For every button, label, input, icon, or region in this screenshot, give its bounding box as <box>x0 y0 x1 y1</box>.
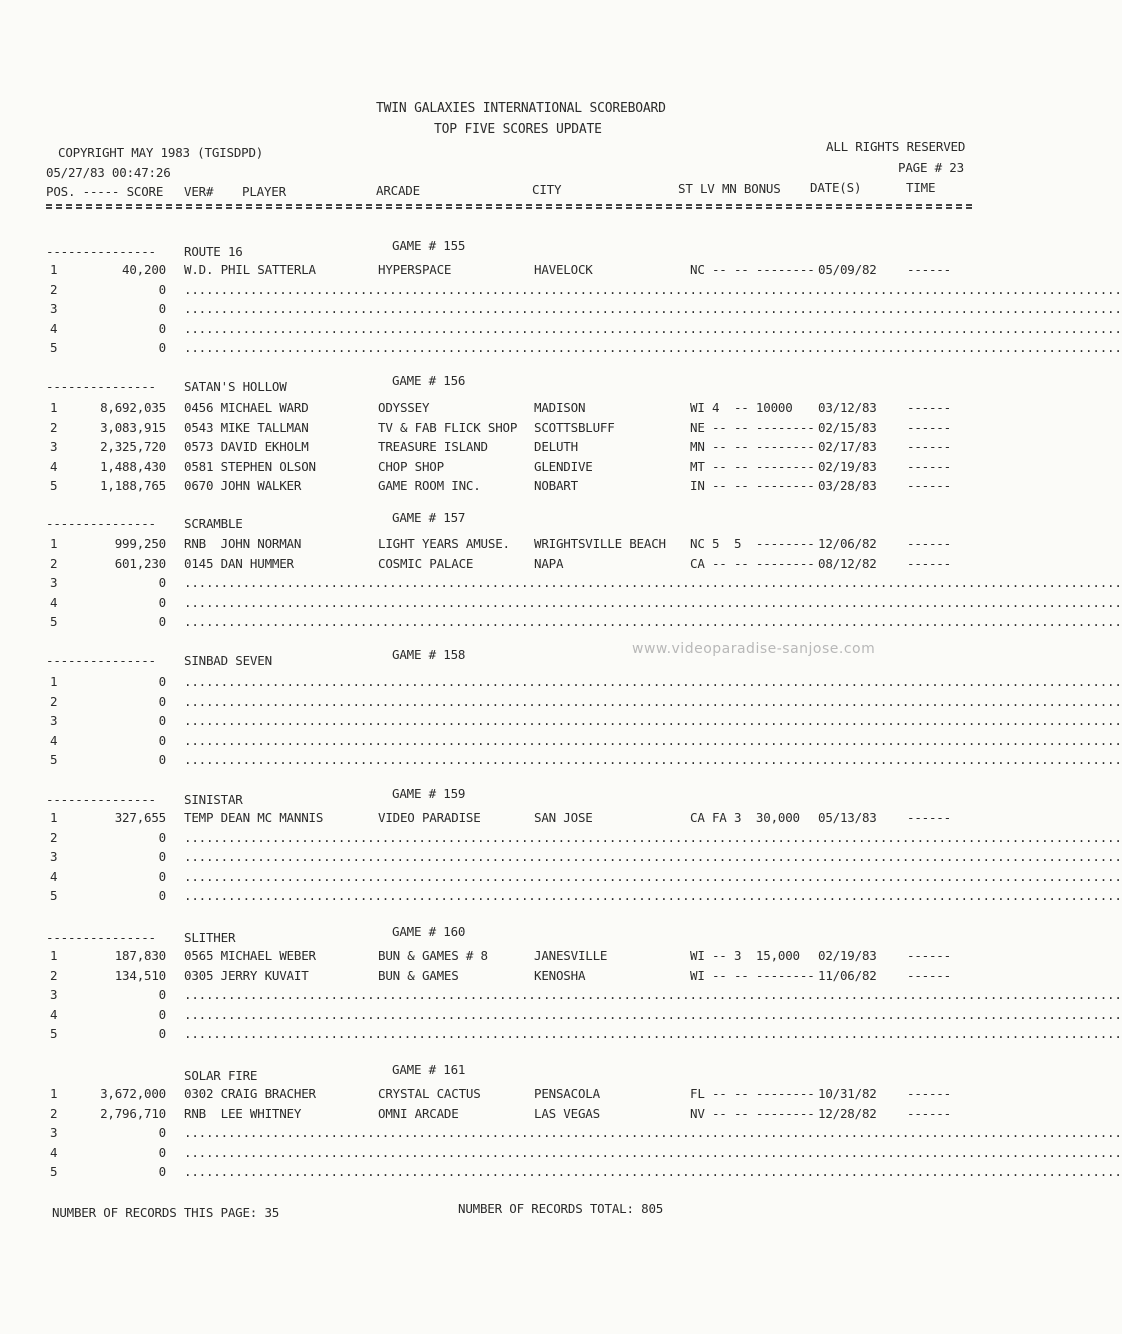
score-row <box>0 479 1000 498</box>
city-name: MADISON <box>534 400 586 415</box>
score-value: 0 <box>158 1144 166 1160</box>
score-value: 327,655 <box>114 810 166 825</box>
score-row <box>0 1164 1122 1184</box>
empty-entry-leader: ................................................................................................................................ <box>184 674 1122 689</box>
score-value: 3,672,000 <box>100 1086 166 1101</box>
score-value: 0 <box>158 693 166 709</box>
score-value: 0 <box>158 888 166 903</box>
score-date: 11/06/82 <box>818 967 877 983</box>
game-name: SOLAR FIRE <box>184 1068 258 1083</box>
game-number: GAME # 156 <box>392 373 466 388</box>
game-section <box>0 786 1122 928</box>
empty-entry-leader: ................................................................................................................................ <box>184 732 1122 748</box>
city-name: NOBART <box>534 478 578 493</box>
game-number: GAME # 159 <box>392 786 466 801</box>
score-value: 0 <box>158 752 166 767</box>
player-name: 0581 STEPHEN OLSON <box>184 458 316 474</box>
state-level-bonus: CA -- -- -------- <box>690 555 815 571</box>
rank-position: 2 <box>50 555 58 571</box>
empty-entry-leader: ................................................................................................................................ <box>184 301 1122 316</box>
score-value: 3,083,915 <box>100 419 166 435</box>
arcade-name: LIGHT YEARS AMUSE. <box>378 536 510 551</box>
rank-position: 4 <box>50 1144 58 1160</box>
rank-position: 5 <box>50 340 58 355</box>
rank-position: 4 <box>50 1006 58 1022</box>
score-row <box>0 732 1122 753</box>
score-value: 601,230 <box>114 555 166 571</box>
header-divider-second <box>46 207 972 209</box>
rank-position: 1 <box>50 400 58 415</box>
score-row <box>0 811 1000 830</box>
page-number: PAGE # 23 <box>898 160 964 175</box>
score-time: ------ <box>907 1105 951 1121</box>
score-row <box>0 829 1122 850</box>
score-date: 10/31/82 <box>818 1086 877 1101</box>
arcade-name: VIDEO PARADISE <box>378 810 481 825</box>
rank-position: 3 <box>50 987 58 1002</box>
score-row <box>0 752 1122 772</box>
score-date: 02/19/83 <box>818 948 877 963</box>
score-value: 2,796,710 <box>100 1105 166 1121</box>
score-time: ------ <box>907 555 951 571</box>
score-value: 0 <box>158 594 166 610</box>
city-name: HAVELOCK <box>534 262 593 277</box>
copyright-notice: COPYRIGHT MAY 1983 (TGISDPD) <box>58 145 264 160</box>
score-value: 0 <box>158 340 166 355</box>
score-value: 0 <box>158 575 166 590</box>
score-date: 03/12/83 <box>818 400 877 415</box>
state-level-bonus: CA FA 3 30,000 <box>690 810 800 825</box>
score-value: 0 <box>158 849 166 864</box>
state-level-bonus: WI -- -- -------- <box>690 967 815 983</box>
empty-entry-leader: ................................................................................................................................ <box>184 752 1122 767</box>
game-name: SATAN'S HOLLOW <box>184 379 287 394</box>
score-value: 0 <box>158 1125 166 1140</box>
column-header-st-lv-mn-bonus: ST LV MN BONUS <box>678 181 781 196</box>
rank-position: 1 <box>50 674 58 689</box>
score-time: ------ <box>907 262 951 277</box>
arcade-name: BUN & GAMES <box>378 967 459 983</box>
score-time: ------ <box>907 439 951 454</box>
score-value: 0 <box>158 1006 166 1022</box>
score-time: ------ <box>907 458 951 474</box>
score-value: 0 <box>158 1026 166 1041</box>
city-name: GLENDIVE <box>534 458 593 474</box>
player-name: 0145 DAN HUMMER <box>184 555 294 571</box>
game-section <box>0 510 1122 652</box>
score-time: ------ <box>907 419 951 435</box>
watermark: www.videoparadise-sanjose.com <box>632 641 876 657</box>
arcade-name: ODYSSEY <box>378 400 430 415</box>
score-time: ------ <box>907 967 951 983</box>
empty-entry-leader: ................................................................................................................................ <box>184 1125 1122 1140</box>
empty-entry-leader: ................................................................................................................................ <box>184 614 1122 629</box>
column-header-ver: VER# <box>184 184 214 199</box>
game-section <box>0 238 1122 380</box>
state-level-bonus: WI 4 -- 10000 <box>690 400 793 415</box>
empty-entry-leader: ................................................................................................................................ <box>184 1144 1122 1160</box>
empty-entry-leader: ................................................................................................................................ <box>184 1006 1122 1022</box>
empty-entry-leader: ................................................................................................................................ <box>184 987 1122 1002</box>
score-time: ------ <box>907 400 951 415</box>
rank-position: 2 <box>50 281 58 297</box>
player-name: RNB JOHN NORMAN <box>184 536 302 551</box>
rank-position: 3 <box>50 439 58 454</box>
state-level-bonus: WI -- 3 15,000 <box>690 948 800 963</box>
score-value: 2,325,720 <box>100 439 166 454</box>
score-row <box>0 281 1122 302</box>
score-row <box>0 888 1122 908</box>
score-row <box>0 301 1122 321</box>
rank-position: 1 <box>50 810 58 825</box>
state-level-bonus: MN -- -- -------- <box>690 439 815 454</box>
rank-position: 4 <box>50 732 58 748</box>
arcade-name: TREASURE ISLAND <box>378 439 488 454</box>
score-row <box>0 1026 1122 1046</box>
score-value: 0 <box>158 713 166 728</box>
score-value: 1,488,430 <box>100 458 166 474</box>
score-row <box>0 674 1122 694</box>
game-separator: --------------- <box>46 516 156 531</box>
rank-position: 3 <box>50 301 58 316</box>
player-name: 0456 MICHAEL WARD <box>184 400 309 415</box>
records-this-page: NUMBER OF RECORDS THIS PAGE: 35 <box>52 1205 280 1220</box>
score-row <box>0 440 1000 459</box>
rank-position: 2 <box>50 419 58 435</box>
score-date: 02/17/83 <box>818 439 877 454</box>
score-row <box>0 537 1000 556</box>
empty-entry-leader: ................................................................................................................................ <box>184 575 1122 590</box>
game-number: GAME # 158 <box>392 647 466 662</box>
score-date: 03/28/83 <box>818 478 877 493</box>
rank-position: 4 <box>50 868 58 884</box>
arcade-name: OMNI ARCADE <box>378 1105 459 1121</box>
rank-position: 5 <box>50 752 58 767</box>
rank-position: 2 <box>50 1105 58 1121</box>
score-value: 134,510 <box>114 967 166 983</box>
rank-position: 3 <box>50 849 58 864</box>
empty-entry-leader: ................................................................................................................................ <box>184 320 1122 336</box>
score-date: 12/06/82 <box>818 536 877 551</box>
game-separator: --------------- <box>46 792 156 807</box>
score-value: 999,250 <box>114 536 166 551</box>
score-row <box>0 1107 1000 1126</box>
game-name: SCRAMBLE <box>184 516 243 531</box>
score-value: 187,830 <box>114 948 166 963</box>
score-time: ------ <box>907 948 951 963</box>
column-header-pos-score: POS. ----- SCORE <box>46 184 164 199</box>
rank-position: 2 <box>50 967 58 983</box>
score-row <box>0 949 1000 968</box>
city-name: KENOSHA <box>534 967 586 983</box>
empty-entry-leader: ................................................................................................................................ <box>184 1164 1122 1179</box>
column-header-city: CITY <box>532 182 562 197</box>
rank-position: 4 <box>50 320 58 336</box>
game-number: GAME # 160 <box>392 924 466 939</box>
score-row <box>0 320 1122 341</box>
game-name: SINBAD SEVEN <box>184 653 272 668</box>
empty-entry-leader: ................................................................................................................................ <box>184 849 1122 864</box>
rank-position: 3 <box>50 1125 58 1140</box>
score-date: 05/09/82 <box>818 262 877 277</box>
score-value: 0 <box>158 614 166 629</box>
score-row <box>0 557 1000 576</box>
rank-position: 1 <box>50 948 58 963</box>
player-name: 0305 JERRY KUVAIT <box>184 967 309 983</box>
game-number: GAME # 161 <box>392 1062 466 1077</box>
score-time: ------ <box>907 478 951 493</box>
score-row <box>0 713 1122 733</box>
score-value: 0 <box>158 301 166 316</box>
score-time: ------ <box>907 810 951 825</box>
score-row <box>0 401 1000 420</box>
state-level-bonus: MT -- -- -------- <box>690 458 815 474</box>
empty-entry-leader: ................................................................................................................................ <box>184 868 1122 884</box>
player-name: 0543 MIKE TALLMAN <box>184 419 309 435</box>
score-value: 8,692,035 <box>100 400 166 415</box>
rank-position: 1 <box>50 1086 58 1101</box>
column-header-dates: DATE(S) <box>810 180 862 195</box>
score-value: 0 <box>158 1164 166 1179</box>
empty-entry-leader: ................................................................................................................................ <box>184 281 1122 297</box>
column-header-arcade: ARCADE <box>376 183 420 198</box>
report-timestamp: 05/27/83 00:47:26 <box>46 165 171 180</box>
player-name: 0302 CRAIG BRACHER <box>184 1086 316 1101</box>
rank-position: 5 <box>50 478 58 493</box>
score-row <box>0 575 1122 595</box>
player-name: TEMP DEAN MC MANNIS <box>184 810 324 825</box>
rights-notice: ALL RIGHTS RESERVED <box>826 139 966 154</box>
game-section <box>0 1062 1122 1204</box>
score-time: ------ <box>907 536 951 551</box>
city-name: LAS VEGAS <box>534 1105 600 1121</box>
score-row <box>0 868 1122 889</box>
score-value: 0 <box>158 281 166 297</box>
score-value: 1,188,765 <box>100 478 166 493</box>
arcade-name: COSMIC PALACE <box>378 555 474 571</box>
state-level-bonus: FL -- -- -------- <box>690 1086 815 1101</box>
arcade-name: HYPERSPACE <box>378 262 452 277</box>
city-name: JANESVILLE <box>534 948 608 963</box>
city-name: SAN JOSE <box>534 810 593 825</box>
score-value: 0 <box>158 829 166 845</box>
rank-position: 3 <box>50 575 58 590</box>
arcade-name: GAME ROOM INC. <box>378 478 481 493</box>
rank-position: 5 <box>50 614 58 629</box>
state-level-bonus: NC -- -- -------- <box>690 262 815 277</box>
score-value: 0 <box>158 674 166 689</box>
rank-position: 5 <box>50 1026 58 1041</box>
score-date: 02/15/83 <box>818 419 877 435</box>
page-subtitle: TOP FIVE SCORES UPDATE <box>434 122 602 137</box>
column-header-player: PLAYER <box>242 184 286 199</box>
city-name: PENSACOLA <box>534 1086 600 1101</box>
score-row <box>0 614 1122 634</box>
rank-position: 4 <box>50 594 58 610</box>
game-number: GAME # 157 <box>392 510 466 525</box>
game-name: SINISTAR <box>184 792 243 807</box>
score-row <box>0 969 1000 988</box>
rank-position: 5 <box>50 888 58 903</box>
score-row <box>0 263 1000 282</box>
empty-entry-leader: ................................................................................................................................ <box>184 888 1122 903</box>
rank-position: 2 <box>50 693 58 709</box>
score-value: 0 <box>158 987 166 1002</box>
score-value: 40,200 <box>122 262 166 277</box>
state-level-bonus: NV -- -- -------- <box>690 1105 815 1121</box>
score-row <box>0 693 1122 714</box>
score-date: 02/19/83 <box>818 458 877 474</box>
score-value: 0 <box>158 868 166 884</box>
score-row <box>0 594 1122 615</box>
header-divider <box>46 204 972 206</box>
score-row <box>0 987 1122 1007</box>
arcade-name: BUN & GAMES # 8 <box>378 948 488 963</box>
rank-position: 2 <box>50 829 58 845</box>
score-row <box>0 460 1000 479</box>
rank-position: 5 <box>50 1164 58 1179</box>
score-value: 0 <box>158 732 166 748</box>
column-header-time: TIME <box>906 180 936 195</box>
score-date: 05/13/83 <box>818 810 877 825</box>
player-name: RNB LEE WHITNEY <box>184 1105 302 1121</box>
state-level-bonus: NE -- -- -------- <box>690 419 815 435</box>
arcade-name: TV & FAB FLICK SHOP <box>378 419 518 435</box>
rank-position: 4 <box>50 458 58 474</box>
game-section <box>0 924 1122 1066</box>
game-separator: --------------- <box>46 379 156 394</box>
empty-entry-leader: ................................................................................................................................ <box>184 1026 1122 1041</box>
city-name: NAPA <box>534 555 564 571</box>
score-value: 0 <box>158 320 166 336</box>
page-title: TWIN GALAXIES INTERNATIONAL SCOREBOARD <box>376 101 666 116</box>
empty-entry-leader: ................................................................................................................................ <box>184 340 1122 355</box>
score-row <box>0 1006 1122 1027</box>
game-name: ROUTE 16 <box>184 244 243 259</box>
city-name: WRIGHTSVILLE BEACH <box>534 536 666 551</box>
empty-entry-leader: ................................................................................................................................ <box>184 693 1122 709</box>
player-name: W.D. PHIL SATTERLA <box>184 262 316 277</box>
game-separator: --------------- <box>46 930 156 945</box>
score-row <box>0 1144 1122 1165</box>
empty-entry-leader: ................................................................................................................................ <box>184 594 1122 610</box>
state-level-bonus: IN -- -- -------- <box>690 478 815 493</box>
game-number: GAME # 155 <box>392 238 466 253</box>
game-separator: --------------- <box>46 244 156 259</box>
score-row <box>0 340 1122 360</box>
arcade-name: CRYSTAL CACTUS <box>378 1086 481 1101</box>
empty-entry-leader: ................................................................................................................................ <box>184 713 1122 728</box>
city-name: DELUTH <box>534 439 578 454</box>
score-date: 08/12/82 <box>818 555 877 571</box>
score-time: ------ <box>907 1086 951 1101</box>
arcade-name: CHOP SHOP <box>378 458 444 474</box>
score-row <box>0 1087 1000 1106</box>
game-name: SLITHER <box>184 930 236 945</box>
player-name: 0670 JOHN WALKER <box>184 478 302 493</box>
rank-position: 1 <box>50 536 58 551</box>
game-section <box>0 373 1000 515</box>
player-name: 0573 DAVID EKHOLM <box>184 439 309 454</box>
score-date: 12/28/82 <box>818 1105 877 1121</box>
city-name: SCOTTSBLUFF <box>534 419 615 435</box>
empty-entry-leader: ................................................................................................................................ <box>184 829 1122 845</box>
player-name: 0565 MICHAEL WEBER <box>184 948 316 963</box>
game-separator: --------------- <box>46 653 156 668</box>
score-row <box>0 849 1122 869</box>
score-row <box>0 1125 1122 1145</box>
rank-position: 3 <box>50 713 58 728</box>
rank-position: 1 <box>50 262 58 277</box>
score-row <box>0 421 1000 440</box>
state-level-bonus: NC 5 5 -------- <box>690 536 815 551</box>
records-total: NUMBER OF RECORDS TOTAL: 805 <box>458 1201 664 1216</box>
